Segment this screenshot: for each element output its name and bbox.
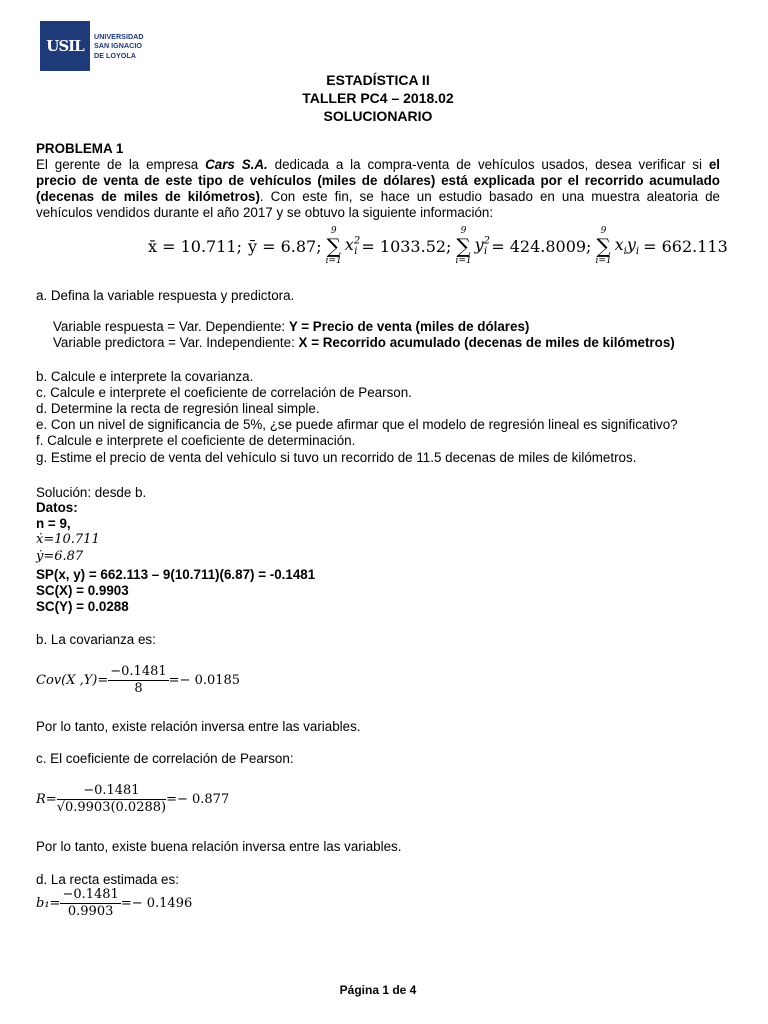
logo-text: UNIVERSIDAD SAN IGNACIO DE LOYOLA <box>94 31 144 60</box>
response-variable: Variable respuesta = Var. Dependiente: Y = Precio de venta (miles de dólares) <box>53 319 530 334</box>
doc-title: ESTADÍSTICA II <box>326 72 430 88</box>
covariance-title: b. La covarianza es: <box>36 632 156 647</box>
sp-value: SP(x, y) = 662.113 – 9(10.711)(6.87) = -0.1481 <box>36 567 316 582</box>
slope-formula: b₁= $\frac{-0.1481}{0.9903}$ =− 0.1496 <box>36 887 193 919</box>
regression-title: d. La recta estimada es: <box>36 872 179 887</box>
sum-symbol: 9 ∑ i=1 <box>325 226 342 266</box>
ybar-value: ȳ = 6.87; <box>247 236 322 256</box>
question-d: d. Determine la recta de regresión lineal simple. <box>36 401 320 416</box>
question-g: g. Estime el precio de venta del vehículo si tuvo un recorrido de 11.5 decenas de miles de kilómetros. <box>36 450 637 465</box>
summary-formula: x̄ = 10.711; ȳ = 6.87; 9 ∑ i=1 $x^2_i$ = 1033.52; 9 ∑ i=1 $y^2_i$ = 424.8009; 9 ∑ i=1 $x_iy_i$ = 662.113 <box>148 226 728 266</box>
sumx2-value: = 1033.52; <box>361 236 452 256</box>
predictor-variable: Variable predictora = Var. Independiente: X = Recorrido acumulado (decenas de miles de kilómetros) <box>53 335 675 350</box>
question-f: f. Calcule e interprete el coeficiente de determinación. <box>36 433 356 448</box>
sumy2-value: = 424.8009; <box>491 236 592 256</box>
university-logo <box>40 21 162 71</box>
solution-intro: Solución: desde b. <box>36 485 147 500</box>
covariance-formula: Cov(X ,Y)= $\frac{-0.1481}{8}$ =− 0.0185 <box>36 664 241 696</box>
ymean-value: ẏ=6.87 <box>36 549 84 564</box>
pearson-conclusion: Por lo tanto, existe buena relación inversa entre las variables. <box>36 839 402 854</box>
question-a: a. Defina la variable respuesta y predictora. <box>36 288 295 303</box>
datos-label: Datos: <box>36 500 78 515</box>
doc-subtitle: TALLER PC4 – 2018.02 <box>302 90 454 106</box>
scy-value: SC(Y) = 0.0288 <box>36 599 129 614</box>
question-e: e. Con un nivel de significancia de 5%, ¿se puede afirmar que el modelo de regresión lineal es significativo? <box>36 417 678 432</box>
xmean-value: ẋ=10.711 <box>36 532 100 547</box>
covariance-conclusion: Por lo tanto, existe relación inversa entre las variables. <box>36 719 361 734</box>
doc-subtitle-2: SOLUCIONARIO <box>323 108 433 124</box>
pearson-title: c. El coeficiente de correlación de Pearson: <box>36 751 294 766</box>
page-number: Página 1 de 4 <box>339 983 417 997</box>
sum-symbol: 9 ∑ i=1 <box>595 226 612 266</box>
pearson-formula: R= $\frac{-0.1481}{√0.9903(0.0288)}$ =− 0.877 <box>36 783 230 815</box>
xbar-value: x̄ = 10.711; <box>148 236 242 256</box>
sum-symbol: 9 ∑ i=1 <box>455 226 472 266</box>
scx-value: SC(X) = 0.9903 <box>36 583 129 598</box>
logo-mark: USIL <box>40 21 90 71</box>
sumxy-value: = 662.113 <box>643 236 728 256</box>
question-b: b. Calcule e interprete la covarianza. <box>36 369 254 384</box>
question-c: c. Calcule e interprete el coeficiente de correlación de Pearson. <box>36 385 412 400</box>
problem-statement: El gerente de la empresa Cars S.A. dedicada a la compra-venta de vehículos usados, desea verificar si el precio de venta de este tipo de vehículos (miles de dólares) está explicada por el recorrido acumulado (decenas de miles de kilómetros). Con este fin, se hace un estudio basado en una muestra aleatoria de vehículos vendidos durante el año 2017 y se obtuvo la siguiente información: <box>36 157 720 220</box>
problem-heading: PROBLEMA 1 <box>36 141 124 156</box>
n-value: n = 9, <box>36 516 71 531</box>
